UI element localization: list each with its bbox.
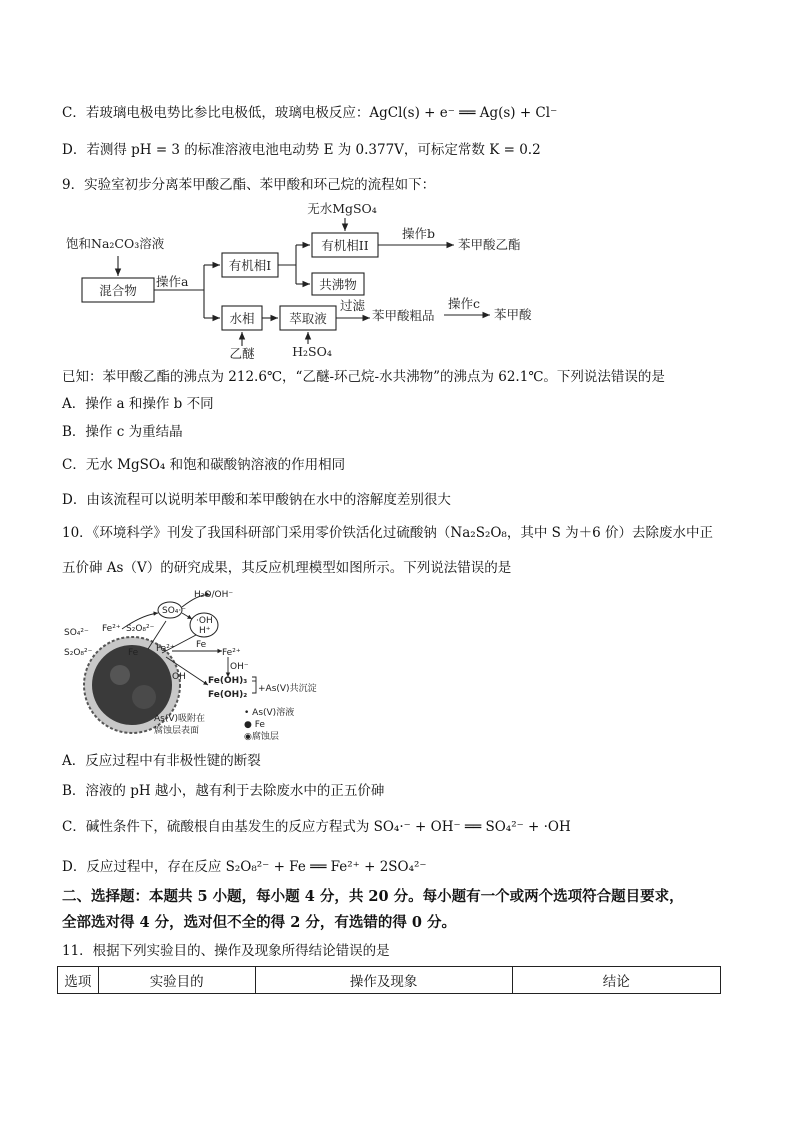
svg-text:Fe(OH)₂: Fe(OH)₂: [208, 690, 248, 700]
q11-table: [57, 966, 721, 994]
label-mgso4: 无水MgSO₄: [307, 201, 377, 216]
label-ethyl-benzoate: 苯甲酸乙酯: [458, 237, 521, 252]
q10-option-d: D．反应过程中，存在反应 S₂O₈²⁻ + Fe ══ Fe²⁺ + 2SO₄²⁻: [62, 859, 427, 875]
svg-text:腐蚀层表面: 腐蚀层表面: [154, 726, 200, 736]
q8-option-c: [62, 104, 557, 122]
label-op-b: 操作b: [402, 226, 436, 241]
q9-stem: 9．实验室初步分离苯甲酸乙酯、苯甲酸和环己烷的流程如下：: [62, 177, 436, 193]
q10-stem-2: 五价砷 As（V）的研究成果，其反应机理模型如图所示。下列说法错误的是: [62, 560, 512, 576]
svg-text:SO₄·⁻: SO₄·⁻: [162, 606, 187, 616]
q10-option-b: B．溶液的 pH 越小，越有利于去除废水中的正五价砷: [62, 783, 385, 799]
q9-option-b: B．操作 c 为重结晶: [62, 424, 183, 440]
svg-text:◉腐蚀层: ◉腐蚀层: [244, 732, 279, 742]
label-op-c: 操作c: [448, 296, 481, 311]
label-azeotrope: 共沸物: [319, 277, 357, 292]
svg-text:SO₄²⁻: SO₄²⁻: [64, 628, 89, 638]
header-conclusion: 结论: [512, 967, 720, 994]
svg-text:H⁺: H⁺: [199, 626, 211, 636]
q10-mechanism-diagram: [62, 585, 342, 745]
svg-text:● Fe: ● Fe: [244, 720, 265, 730]
svg-text:S₂O₈²⁻: S₂O₈²⁻: [126, 624, 155, 634]
label-ether: 乙醚: [229, 346, 255, 361]
svg-text:Fe(OH)₃: Fe(OH)₃: [208, 676, 248, 686]
label-h2so4: H₂SO₄: [292, 344, 332, 359]
header-operation: 操作及现象: [255, 967, 512, 994]
svg-text:Fe²⁺: Fe²⁺: [102, 624, 121, 634]
svg-text:As(V)吸附在: As(V)吸附在: [154, 714, 206, 724]
q8-option-c-formula: AgCl(s) + e⁻ ══ Ag(s) + Cl⁻: [369, 105, 558, 121]
q10-option-c: C．碱性条件下，硫酸根自由基发生的反应方程式为 SO₄·⁻ + OH⁻ ══ SO₄²⁻ + ·OH: [62, 819, 571, 835]
svg-text:+As(V)共沉淀: +As(V)共沉淀: [258, 684, 317, 694]
q9-option-a: A．操作 a 和操作 b 不同: [62, 396, 214, 412]
q9-option-c: C．无水 MgSO₄ 和饱和碳酸钠溶液的作用相同: [62, 457, 346, 473]
label-op-a: 操作a: [156, 274, 189, 289]
q9-option-d: D．由该流程可以说明苯甲酸和苯甲酸钠在水中的溶解度差别很大: [62, 492, 451, 508]
q9-known: 已知：苯甲酸乙酯的沸点为 212.6℃，“乙醚-环己烷-水共沸物”的沸点为 62.1℃。下列说法错误的是: [62, 369, 665, 385]
q8-option-c-text: C．若玻璃电极电势比参比电极低，玻璃电极反应：: [62, 105, 370, 121]
label-crude: 苯甲酸粗品: [372, 308, 435, 323]
q10-stem-1: 10．《环境科学》刊发了我国科研部门采用零价铁活化过硫酸钠（Na₂S₂O₈，其中 S 为＋6 价）去除废水中正: [62, 525, 714, 541]
svg-text:·OH: ·OH: [196, 616, 213, 626]
svg-text:Fe²⁺: Fe²⁺: [156, 644, 175, 654]
label-aqueous: 水相: [229, 311, 255, 326]
q10-option-a: A．反应过程中有非极性键的断裂: [62, 753, 261, 769]
svg-text:OH⁻: OH⁻: [230, 662, 249, 672]
table-header-row: [58, 967, 721, 994]
header-option: 选项: [58, 967, 99, 994]
label-mixture: 混合物: [99, 283, 137, 298]
svg-text:S₂O₈²⁻: S₂O₈²⁻: [64, 648, 93, 658]
label-benzoic: 苯甲酸: [494, 307, 532, 322]
label-extract: 萃取液: [289, 311, 327, 326]
q9-flowchart: [62, 198, 622, 363]
svg-text:H₂O/OH⁻: H₂O/OH⁻: [194, 590, 234, 600]
section2-heading-2: 全部选对得 4 分，选对但不全的得 2 分，有选错的得 0 分。: [62, 914, 457, 931]
svg-text:Fe: Fe: [196, 640, 207, 650]
svg-text:OH: OH: [172, 672, 186, 682]
label-na2co3: 饱和Na₂CO₃溶液: [66, 236, 165, 251]
header-purpose: 实验目的: [98, 967, 255, 994]
label-organic-1: 有机相I: [228, 258, 272, 273]
svg-text:Fe²⁺: Fe²⁺: [222, 648, 241, 658]
q11-stem: 11．根据下列实验目的、操作及现象所得结论错误的是: [62, 943, 390, 959]
label-organic-2: 有机相II: [321, 238, 369, 253]
svg-text:• As(V)溶液: • As(V)溶液: [244, 708, 295, 718]
label-filter: 过滤: [340, 298, 366, 313]
section2-heading-1: 二、选择题：本题共 5 小题，每小题 4 分，共 20 分。每小题有一个或两个选项符合题目要求，: [62, 888, 684, 905]
q8-option-d: D．若测得 pH = 3 的标准溶液电池电动势 E 为 0.377V，可标定常数 K = 0.2: [62, 142, 541, 158]
svg-text:Fe: Fe: [128, 648, 139, 658]
